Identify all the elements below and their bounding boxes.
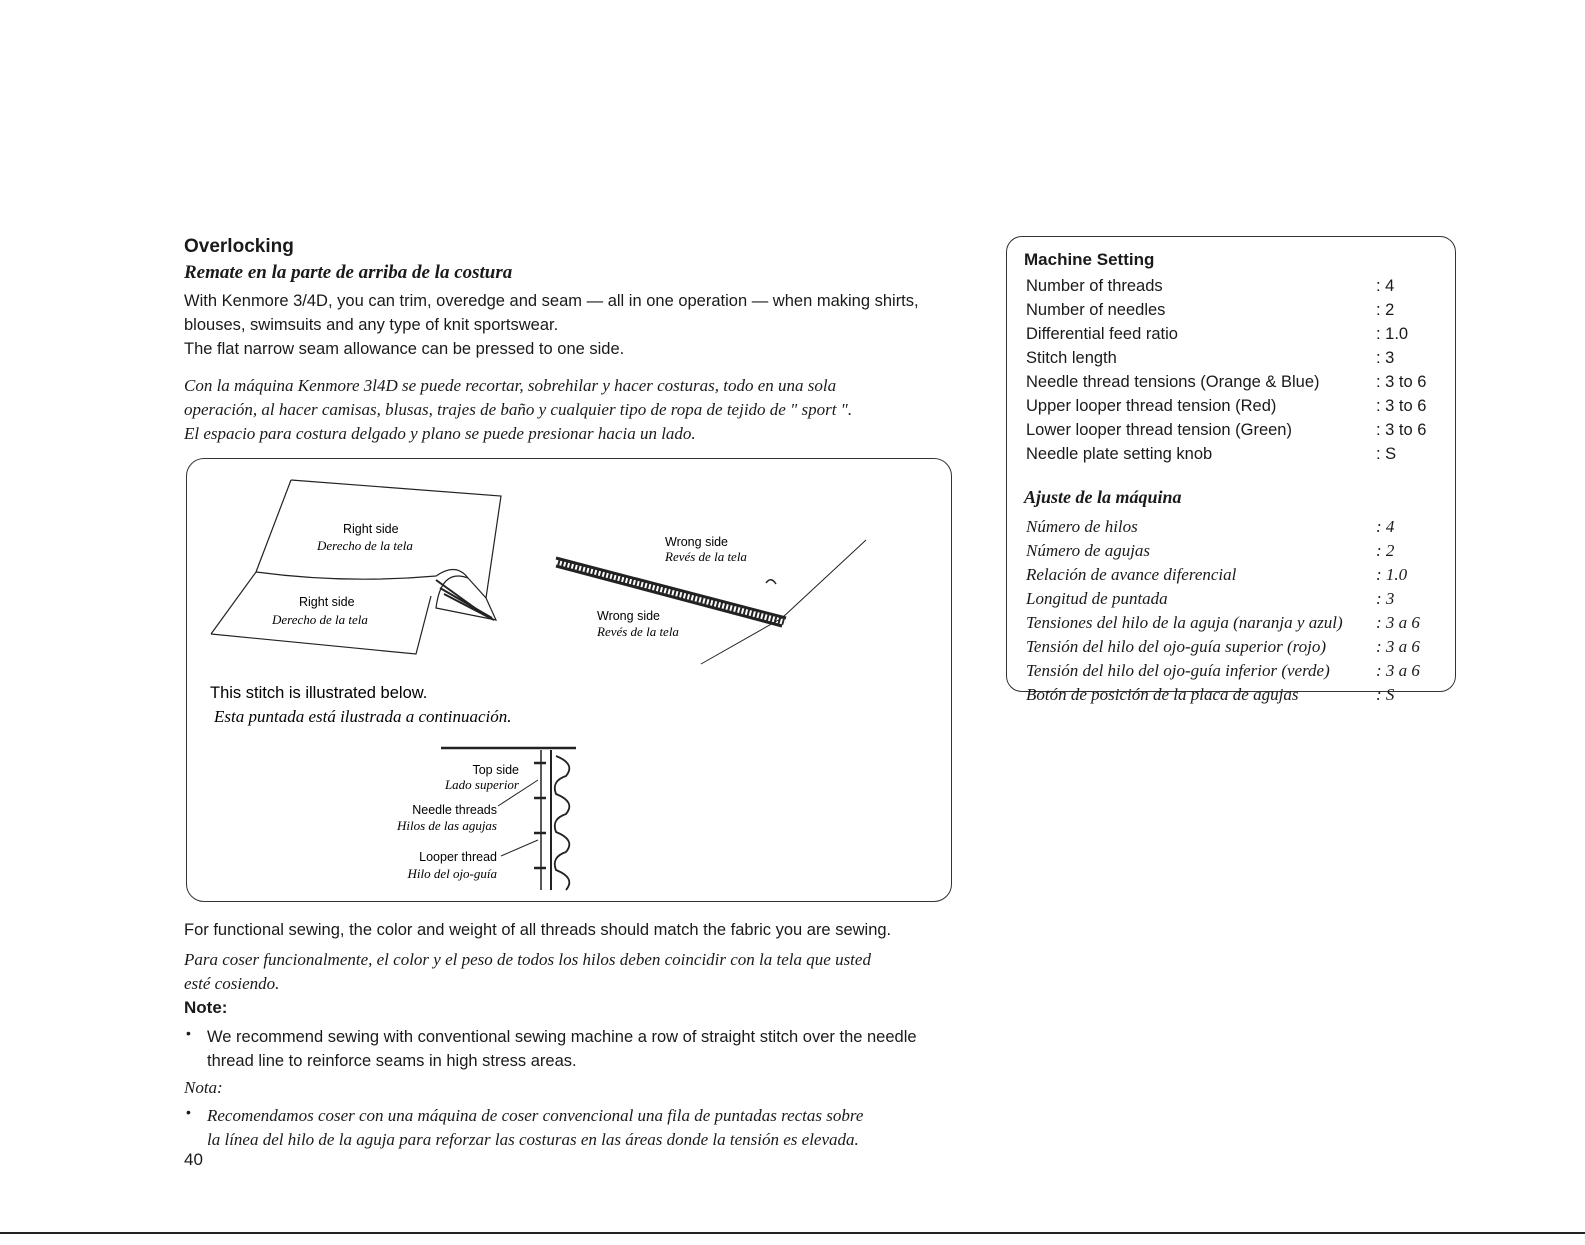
setting-es-row <box>1026 565 1446 589</box>
label-right-side-top: Right side <box>343 522 399 536</box>
setting-es-label: Tensiones del hilo de la aguja (naranja y azul) <box>1026 613 1343 632</box>
setting-en-row <box>1026 325 1446 349</box>
setting-es-label: Longitud de puntada <box>1026 589 1168 608</box>
label-right-side-bottom: Right side <box>299 595 355 609</box>
setting-en-row <box>1026 373 1446 397</box>
setting-es-row <box>1026 661 1446 685</box>
note-label-es: Nota: <box>184 1078 223 1097</box>
intro-en-line-2: blouses, swimsuits and any type of knit sportswear. <box>184 316 559 334</box>
setting-en-label: Needle thread tensions (Orange & Blue) <box>1026 373 1320 391</box>
setting-en-row <box>1026 397 1446 421</box>
note-label-en: Note: <box>184 998 228 1017</box>
note-en-line-1: We recommend sewing with conventional sewing machine a row of straight stitch over the needle <box>207 1028 917 1046</box>
note-es-line-1: Recomendamos coser con una máquina de coser convencional una fila de puntadas rectas sobre <box>207 1106 864 1125</box>
label-wrong-side-top-es: Revés de la tela <box>665 549 747 564</box>
label-right-side-top-es: Derecho de la tela <box>317 538 413 553</box>
setting-en-value: : S <box>1376 445 1397 463</box>
setting-es-label: Tensión del hilo del ojo-guía superior (rojo) <box>1026 637 1327 656</box>
label-top-side-es: Lado superior <box>444 777 519 792</box>
setting-es-row <box>1026 685 1446 709</box>
setting-en-value: : 4 <box>1376 277 1395 295</box>
label-right-side-bottom-es: Derecho de la tela <box>272 612 368 627</box>
note-bullet-es: • <box>186 1104 191 1120</box>
label-needle-threads: Needle threads <box>412 803 497 817</box>
setting-en-label: Needle plate setting knob <box>1026 445 1213 463</box>
setting-en-label: Number of threads <box>1026 277 1163 295</box>
setting-es-value: : 3 a 6 <box>1376 661 1420 680</box>
setting-en-value: : 3 to 6 <box>1376 397 1427 415</box>
setting-en-value: : 2 <box>1376 301 1395 319</box>
setting-es-label: Tensión del hilo del ojo-guía inferior (verde) <box>1026 661 1330 680</box>
note-en-line-2: thread line to reinforce seams in high stress areas. <box>207 1052 577 1070</box>
note-bullet-en: • <box>186 1025 191 1041</box>
setting-es-value: : 3 a 6 <box>1376 613 1420 632</box>
setting-en-row <box>1026 301 1446 325</box>
overlock-diagram <box>186 458 952 902</box>
setting-en-row <box>1026 349 1446 373</box>
setting-en-label: Stitch length <box>1026 349 1117 367</box>
settings-title-es: Ajuste de la máquina <box>1024 487 1182 507</box>
settings-title-en: Machine Setting <box>1024 250 1155 269</box>
setting-es-row <box>1026 589 1446 613</box>
label-looper-thread: Looper thread <box>419 850 497 864</box>
setting-en-value: : 3 <box>1376 349 1395 367</box>
setting-en-value: : 3 to 6 <box>1376 373 1427 391</box>
page-number: 40 <box>184 1150 203 1169</box>
functional-es-line-1: Para coser funcionalmente, el color y el peso de todos los hilos deben coincidir con la tela que usted <box>184 950 871 969</box>
setting-en-row <box>1026 445 1446 469</box>
setting-es-value: : 3 a 6 <box>1376 637 1420 656</box>
label-needle-threads-es: Hilos de las agujas <box>396 818 497 833</box>
setting-es-value: : 2 <box>1376 541 1395 560</box>
setting-es-label: Número de agujas <box>1026 541 1151 560</box>
intro-es-line-1: Con la máquina Kenmore 3l4D se puede recortar, sobrehilar y hacer costuras, todo en una sola <box>184 376 837 395</box>
bottom-rule <box>0 1232 1585 1234</box>
functional-en: For functional sewing, the color and weight of all threads should match the fabric you are sewing. <box>184 921 892 939</box>
setting-es-label: Número de hilos <box>1026 517 1138 536</box>
caption-es: Esta puntada está ilustrada a continuación. <box>214 707 512 726</box>
setting-es-row <box>1026 637 1446 661</box>
setting-en-label: Upper looper thread tension (Red) <box>1026 397 1277 415</box>
setting-en-row <box>1026 277 1446 301</box>
label-wrong-side-bottom: Wrong side <box>597 609 660 623</box>
setting-en-row <box>1026 421 1446 445</box>
setting-es-value: : 3 <box>1376 589 1395 608</box>
setting-en-value: : 1.0 <box>1376 325 1409 343</box>
intro-es-line-2: operación, al hacer camisas, blusas, trajes de baño y cualquier tipo de ropa de tejido de " sport ". <box>184 400 853 419</box>
intro-en-line-1: With Kenmore 3/4D, you can trim, overedge and seam — all in one operation — when making shirts, <box>184 292 919 310</box>
caption-en: This stitch is illustrated below. <box>210 684 428 702</box>
setting-es-value: : 1.0 <box>1376 565 1408 584</box>
functional-es-line-2: esté cosiendo. <box>184 974 280 993</box>
setting-en-label: Differential feed ratio <box>1026 325 1178 343</box>
label-looper-thread-es: Hilo del ojo-guía <box>407 866 497 881</box>
setting-en-label: Number of needles <box>1026 301 1166 319</box>
section-title: Overlocking <box>184 236 294 257</box>
setting-es-value: : 4 <box>1376 517 1395 536</box>
note-es-line-2: la línea del hilo de la aguja para reforzar las costuras en las áreas donde la tensión es elevada. <box>207 1130 859 1149</box>
label-wrong-side-bottom-es: Revés de la tela <box>597 624 679 639</box>
intro-en-line-3: The flat narrow seam allowance can be pressed to one side. <box>184 340 625 358</box>
setting-en-value: : 3 to 6 <box>1376 421 1427 439</box>
fabric-illustration <box>211 480 501 654</box>
setting-es-row <box>1026 541 1446 565</box>
section-subtitle-es: Remate en la parte de arriba de la costura <box>184 262 513 283</box>
intro-es-line-3: El espacio para costura delgado y plano se puede presionar hacia un lado. <box>184 424 696 443</box>
setting-es-label: Relación de avance diferencial <box>1026 565 1237 584</box>
setting-en-label: Lower looper thread tension (Green) <box>1026 421 1292 439</box>
label-wrong-side-top: Wrong side <box>665 535 728 549</box>
label-top-side: Top side <box>472 763 519 777</box>
setting-es-label: Botón de posición de la placa de agujas <box>1026 685 1299 704</box>
setting-es-value: : S <box>1376 685 1395 704</box>
setting-es-row <box>1026 517 1446 541</box>
setting-es-row <box>1026 613 1446 637</box>
